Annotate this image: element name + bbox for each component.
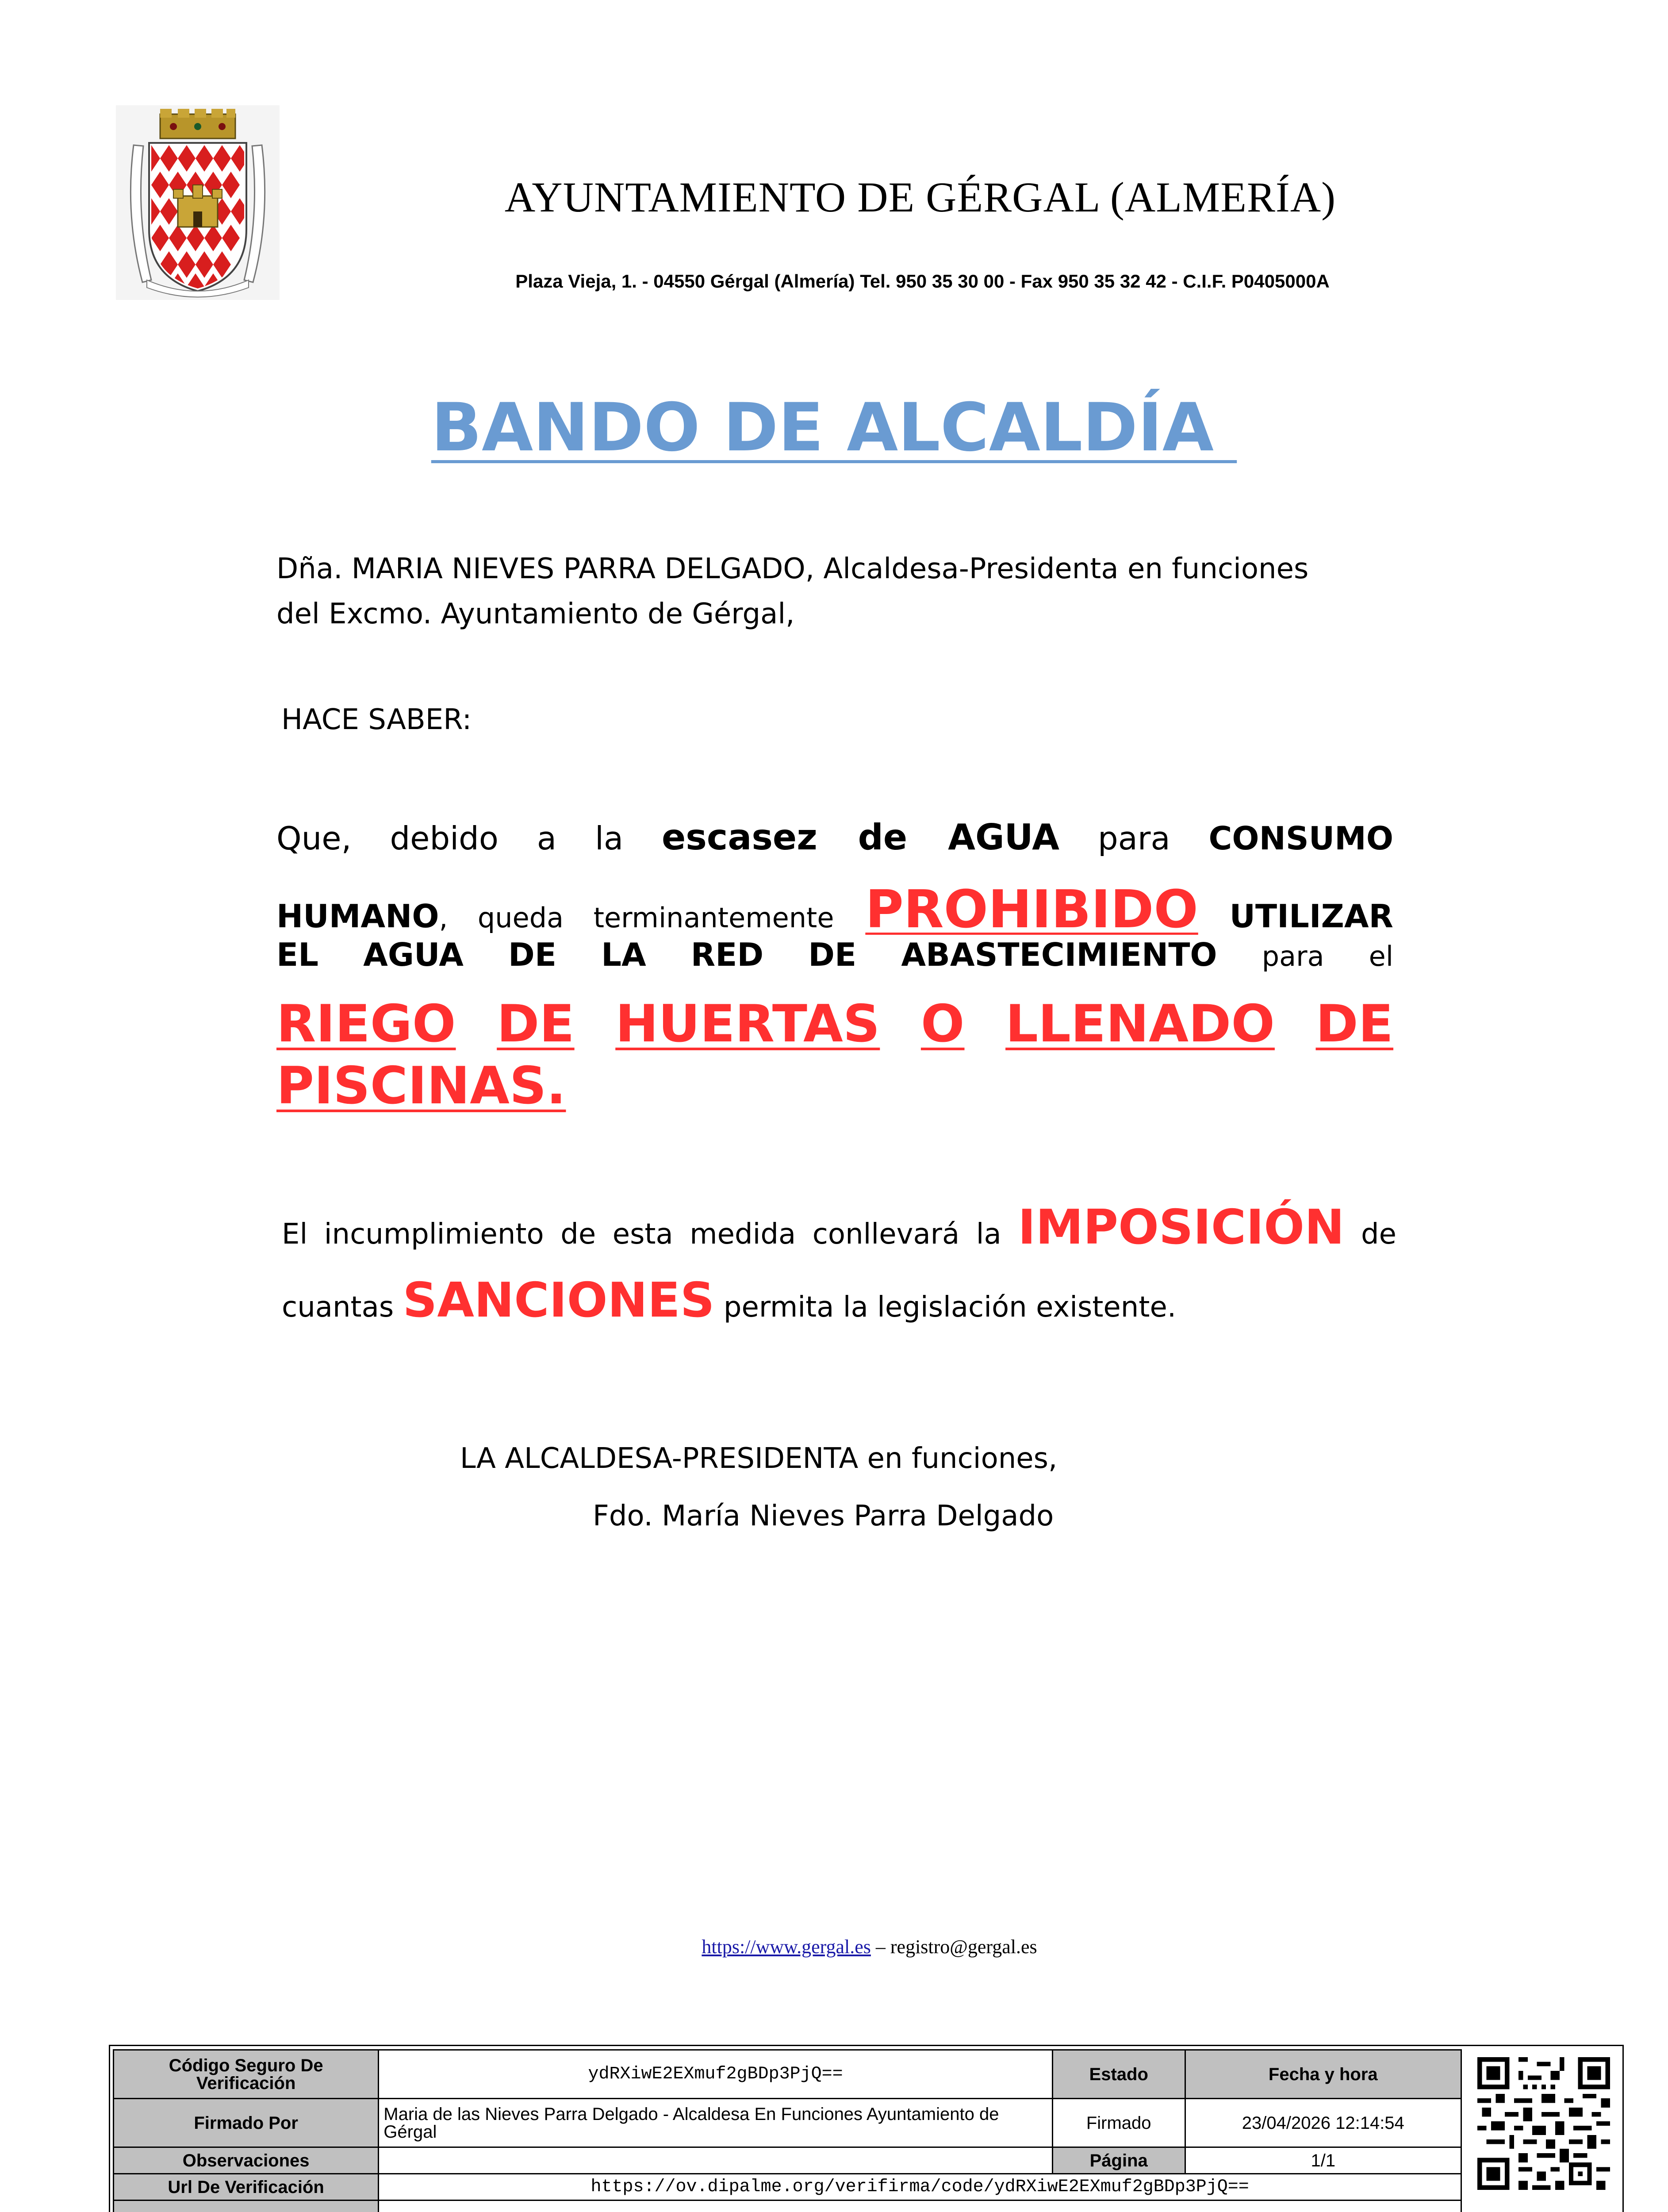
red-word: ABASTECIMIENTO — [901, 936, 1217, 973]
piscinas: PISCINAS. — [276, 1056, 566, 1116]
notice-line-1 — [276, 816, 1393, 878]
footer-contact — [0, 1936, 1668, 1958]
notice-word: a — [537, 820, 556, 857]
hace-saber: HACE SABER: — [281, 703, 472, 736]
red-word: AGUA — [363, 936, 464, 973]
sanction-line-1 — [282, 1194, 1396, 1267]
riego-word: DE — [1315, 994, 1394, 1054]
riego-word: O — [920, 994, 965, 1054]
consumo: CONSUMO — [1208, 820, 1394, 857]
notice-word: para — [1262, 940, 1324, 972]
council-title: AYUNTAMIENTO DE GÉRGAL (ALMERÍA) — [504, 173, 1336, 221]
bando-heading: BANDO DE ALCALDÍA — [431, 389, 1237, 466]
sanciones: SANCIONES — [403, 1273, 715, 1328]
notice-line-3 — [276, 936, 1393, 993]
footer-email: registro@gergal.es — [890, 1936, 1037, 1958]
sanction-text: cuantas — [282, 1291, 394, 1324]
red-word: RED — [690, 936, 764, 973]
sanction-text: de — [1361, 1218, 1397, 1251]
humano: HUMANO — [276, 898, 439, 935]
intro-line-1: Dña. MARIA NIEVES PARRA DELGADO, Alcaldesa-Presidenta en funciones — [276, 553, 1309, 585]
pagina-label: Página — [1052, 2147, 1185, 2174]
normativa-label — [114, 2200, 379, 2212]
utilizar: UTILIZAR — [1229, 898, 1393, 935]
notice-word: Que, — [276, 820, 352, 857]
estado-label: Estado — [1052, 2050, 1185, 2099]
red-word: LA — [601, 936, 646, 973]
red-word: DE — [808, 936, 857, 973]
table-row — [114, 2174, 1461, 2200]
imposicion: IMPOSICIÓN — [1018, 1200, 1345, 1255]
sanction-text: permita la legislación existente. — [723, 1291, 1177, 1324]
footer-separator: – — [870, 1936, 890, 1958]
firmado-por-label: Firmado Por — [114, 2099, 379, 2147]
notice-paragraph — [276, 816, 1393, 1117]
observaciones-value — [379, 2147, 1053, 2174]
observaciones-label: Observaciones — [114, 2147, 379, 2174]
fecha-label: Fecha y hora — [1185, 2050, 1461, 2099]
verification-table — [113, 2049, 1462, 2212]
notice-word: debido — [390, 820, 498, 857]
csv-value: ydRXiwE2EXmuf2gBDp3PjQ== — [379, 2050, 1053, 2099]
firmado-por-value: Maria de las Nieves Parra Delgado - Alcaldesa En Funciones Ayuntamiento de Gérgal — [379, 2099, 1053, 2147]
pagina-value: 1/1 — [1185, 2147, 1461, 2174]
intro-paragraph — [276, 546, 1393, 637]
table-row — [114, 2050, 1461, 2099]
page-title — [0, 389, 1668, 466]
red-word: DE — [508, 936, 556, 973]
notice-text: , queda terminantemente — [439, 902, 834, 934]
riego-word: RIEGO — [276, 994, 456, 1054]
notice-line-5 — [276, 1055, 1393, 1117]
sanction-text: El incumplimiento de esta medida conllevará la — [282, 1218, 1001, 1251]
intro-line-2: del Excmo. Ayuntamiento de Gérgal, — [276, 598, 795, 630]
sanction-line-2 — [282, 1267, 1396, 1340]
notice-word: la — [594, 820, 624, 857]
table-row — [114, 2200, 1461, 2212]
escasez-agua: escasez de AGUA — [662, 817, 1060, 858]
riego-word: DE — [497, 994, 575, 1054]
estado-value: Firmado — [1052, 2099, 1185, 2147]
riego-word: LLENADO — [1005, 994, 1275, 1054]
notice-word: para — [1098, 820, 1170, 857]
signature-title: LA ALCALDESA-PRESIDENTA en funciones, — [460, 1442, 1058, 1475]
prohibido: PROHIBIDO — [865, 879, 1198, 940]
signature-name: Fdo. María Nieves Parra Delgado — [593, 1500, 1054, 1532]
url-label: Url De Verificación — [114, 2174, 379, 2200]
red-word: EL — [276, 936, 319, 973]
url-value[interactable]: https://ov.dipalme.org/verifirma/code/ydRXiwE2EXmuf2gBDp3PjQ== — [379, 2174, 1461, 2200]
table-row — [114, 2099, 1461, 2147]
riego-word: HUERTAS — [615, 994, 880, 1054]
notice-word: el — [1369, 940, 1394, 972]
fecha-value: 23/04/2026 12:14:54 — [1185, 2099, 1461, 2147]
notice-line-2 — [276, 878, 1393, 940]
notice-line-4 — [276, 993, 1393, 1055]
table-row — [114, 2147, 1461, 2174]
website-link[interactable]: https://www.gergal.es — [702, 1936, 871, 1958]
csv-label: Código Seguro De Verificación — [114, 2050, 379, 2099]
council-contact: Plaza Vieja, 1. - 04550 Gérgal (Almería) Tel. 950 35 30 00 - Fax 950 35 32 42 - C.I.F. P0405000A — [515, 271, 1330, 292]
normativa-value — [379, 2200, 1461, 2212]
qr-code-icon — [1477, 2057, 1610, 2190]
sanction-paragraph — [282, 1194, 1396, 1340]
